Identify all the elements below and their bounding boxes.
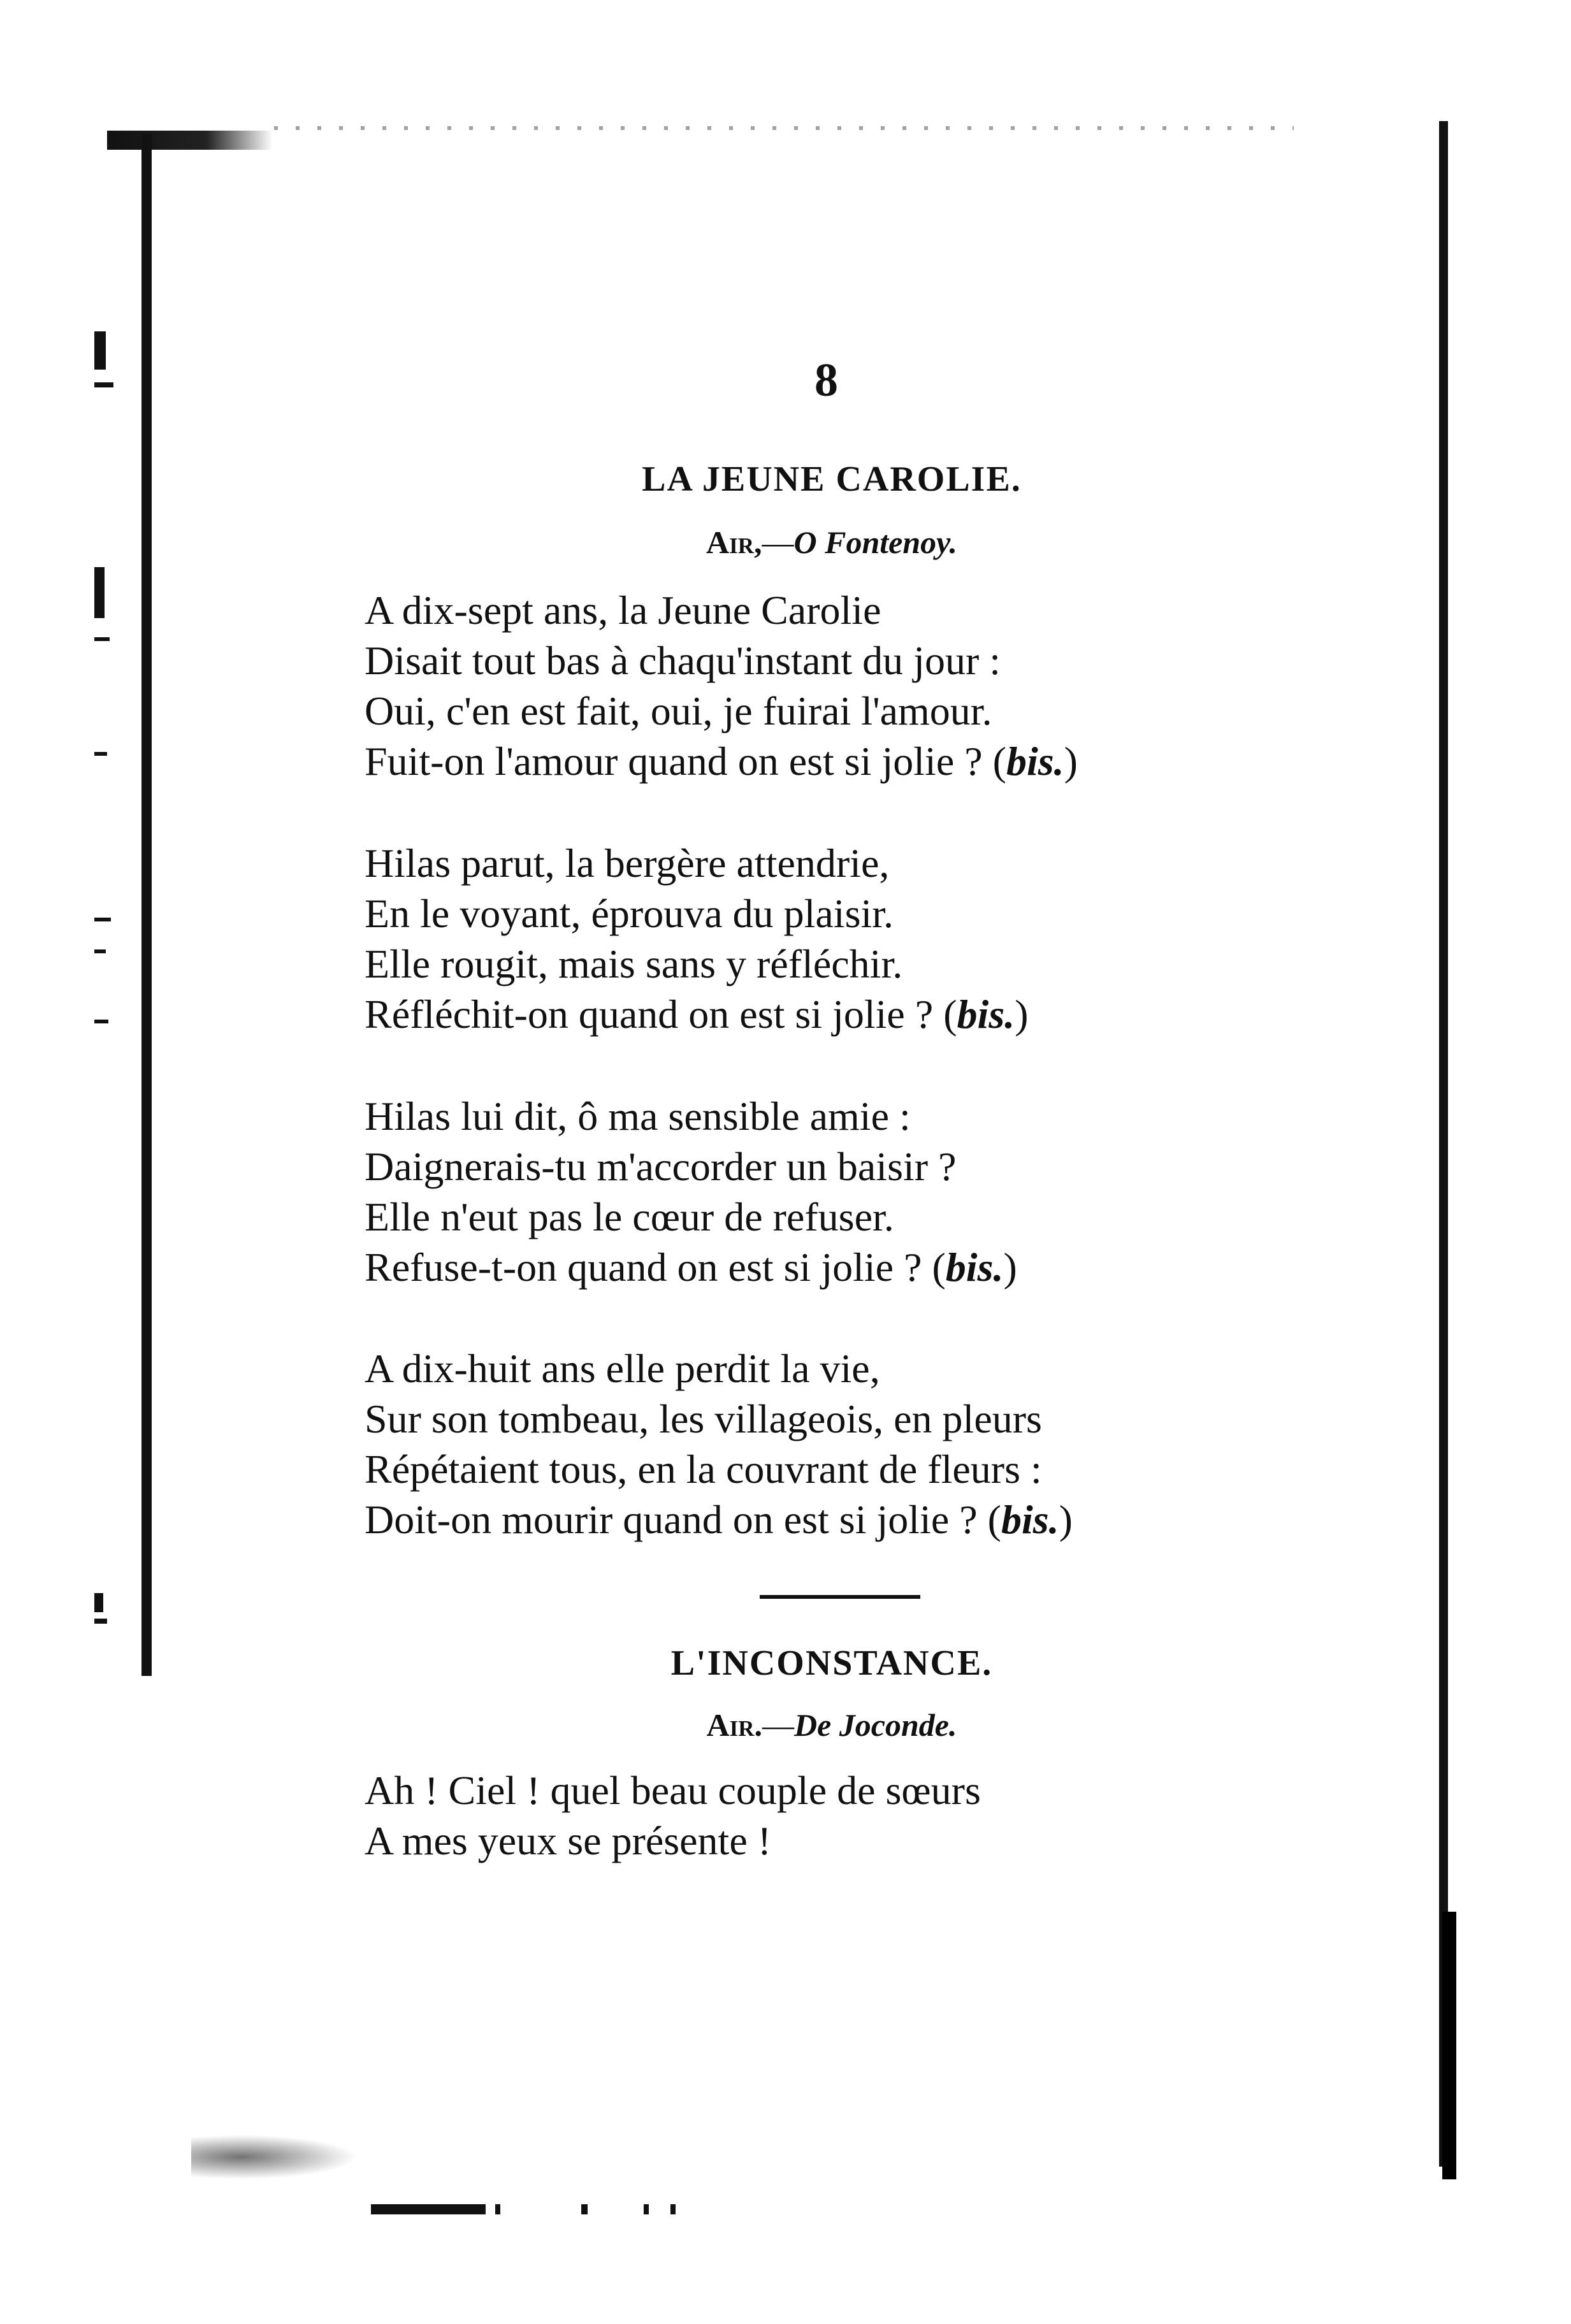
verse-line: Elle rougit, mais sans y réfléchir. xyxy=(365,941,903,986)
verse-line: Ah ! Ciel ! quel beau couple de sœurs xyxy=(365,1768,981,1813)
refrain-mark: bis. xyxy=(957,992,1015,1037)
air-label: Air. xyxy=(706,1707,762,1743)
stanza xyxy=(365,1343,1359,1545)
page-number: 8 xyxy=(814,354,838,407)
song-air xyxy=(0,524,1571,561)
section-separator xyxy=(760,1595,920,1599)
refrain-mark: bis. xyxy=(1006,739,1064,784)
air-tune: De Joconde. xyxy=(794,1707,957,1743)
scan-edge-right xyxy=(1439,121,1448,2167)
verse-line: Daignerais-tu m'accorder un baisir ? xyxy=(365,1144,957,1189)
verse-line: Fuit-on l'amour quand on est si jolie ? (bis.) xyxy=(365,739,1078,784)
refrain-mark: bis. xyxy=(1001,1497,1059,1542)
verse-line: Sur son tombeau, les villageois, en pleurs xyxy=(365,1396,1042,1441)
verse-line: A dix-sept ans, la Jeune Carolie xyxy=(365,588,881,633)
air-tune: O Fontenoy. xyxy=(793,524,957,560)
air-dash: — xyxy=(762,1707,794,1743)
verse-line: En le voyant, éprouva du plaisir. xyxy=(365,891,894,936)
verse-line: Refuse-t-on quand on est si jolie ? (bis.) xyxy=(365,1245,1017,1290)
verse-line: Oui, c'en est fait, oui, je fuirai l'amour. xyxy=(365,688,992,733)
stanza xyxy=(365,1765,1359,1866)
stanza xyxy=(365,585,1359,786)
scan-edge-left xyxy=(141,134,152,1676)
verse-line: Hilas parut, la bergère attendrie, xyxy=(365,841,890,886)
verse-text: Réfléchit-on quand on est si jolie ? xyxy=(365,992,934,1037)
scan-smudge xyxy=(191,2135,357,2179)
verse-line: Répétaient tous, en la couvrant de fleurs : xyxy=(365,1447,1042,1492)
verse-line: Réfléchit-on quand on est si jolie ? (bis.) xyxy=(365,992,1029,1037)
refrain-mark: bis. xyxy=(945,1245,1004,1290)
verse-text: Refuse-t-on quand on est si jolie ? xyxy=(365,1245,922,1290)
verse-text: Fuit-on l'amour quand on est si jolie ? xyxy=(365,739,983,784)
stanza xyxy=(365,838,1359,1039)
verse-line: Hilas lui dit, ô ma sensible amie : xyxy=(365,1093,911,1139)
air-dash: — xyxy=(762,524,794,560)
verse-text: Doit-on mourir quand on est si jolie ? xyxy=(365,1497,978,1542)
verse-line: A mes yeux se présente ! xyxy=(365,1818,772,1863)
song-title: LA JEUNE CAROLIE. xyxy=(642,459,1022,499)
verse-line: Elle n'eut pas le cœur de refuser. xyxy=(365,1194,894,1239)
song-air xyxy=(0,1707,1571,1743)
scan-noise-top xyxy=(274,126,1294,130)
verse-line: Doit-on mourir quand on est si jolie ? (bis.) xyxy=(365,1497,1073,1542)
stanza xyxy=(365,1091,1359,1292)
scan-edge-top xyxy=(107,131,273,150)
air-label: Air, xyxy=(706,524,762,560)
scan-edge-right-shadow xyxy=(1442,1912,1456,2179)
verse-line: A dix-huit ans elle perdit la vie, xyxy=(365,1346,880,1391)
song-title: L'INCONSTANCE. xyxy=(670,1643,993,1683)
verse-line: Disait tout bas à chaqu'instant du jour : xyxy=(365,638,1001,683)
